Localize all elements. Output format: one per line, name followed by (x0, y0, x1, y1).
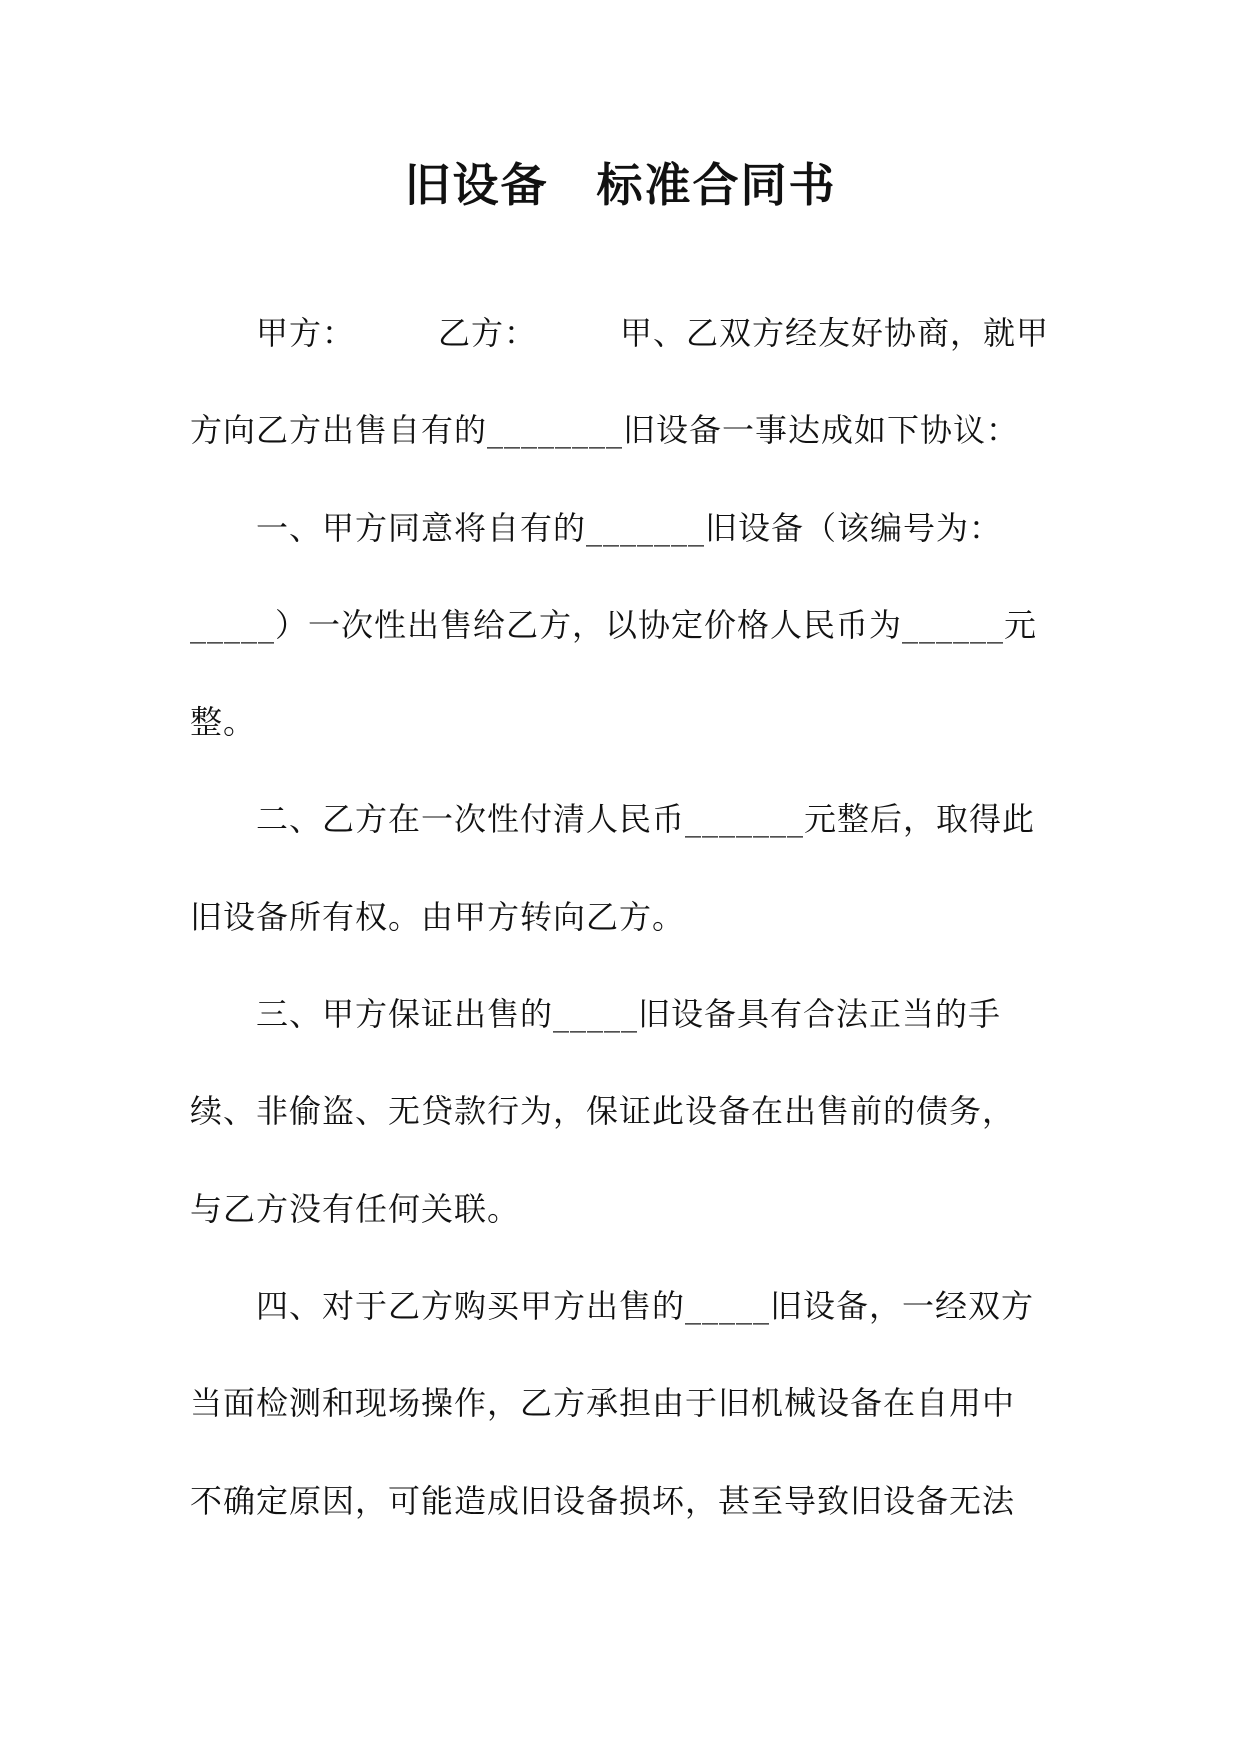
contract-body (190, 298, 1050, 1563)
paragraph-line: 二、乙方在一次性付清人民币_______元整后，取得此 (256, 800, 1036, 839)
paragraph-line: 三、甲方保证出售的_____旧设备具有合法正当的手 (256, 995, 1002, 1034)
paragraph-line: 续、非偷盗、无贷款行为，保证此设备在出售前的债务， (190, 1092, 1016, 1131)
paragraph-line: 与乙方没有任何关联。 (190, 1189, 521, 1228)
paragraph-line: 四、对于乙方购买甲方出售的_____旧设备，一经双方 (256, 1286, 1035, 1325)
paragraph-line: _____）一次性出售给乙方，以协定价格人民币为______元 (190, 605, 1038, 644)
paragraph-line: 方向乙方出售自有的________旧设备一事达成如下协议： (190, 411, 1020, 450)
paragraph-line: 整。 (190, 703, 257, 742)
paragraph-line: 旧设备所有权。由甲方转向乙方。 (190, 897, 686, 936)
document-title: 旧设备 标准合同书 (404, 158, 837, 212)
paragraph-line: 当面检测和现场操作，乙方承担由于旧机械设备在自用中 (190, 1384, 1016, 1423)
paragraph-line: 不确定原因，可能造成旧设备损坏，甚至导致旧设备无法 (190, 1481, 1016, 1520)
paragraph-line: 甲方： 乙方： 甲、乙双方经友好协商，就甲 (256, 314, 1050, 352)
paragraph-line: 一、甲方同意将自有的_______旧设备（该编号为： (256, 508, 1003, 547)
